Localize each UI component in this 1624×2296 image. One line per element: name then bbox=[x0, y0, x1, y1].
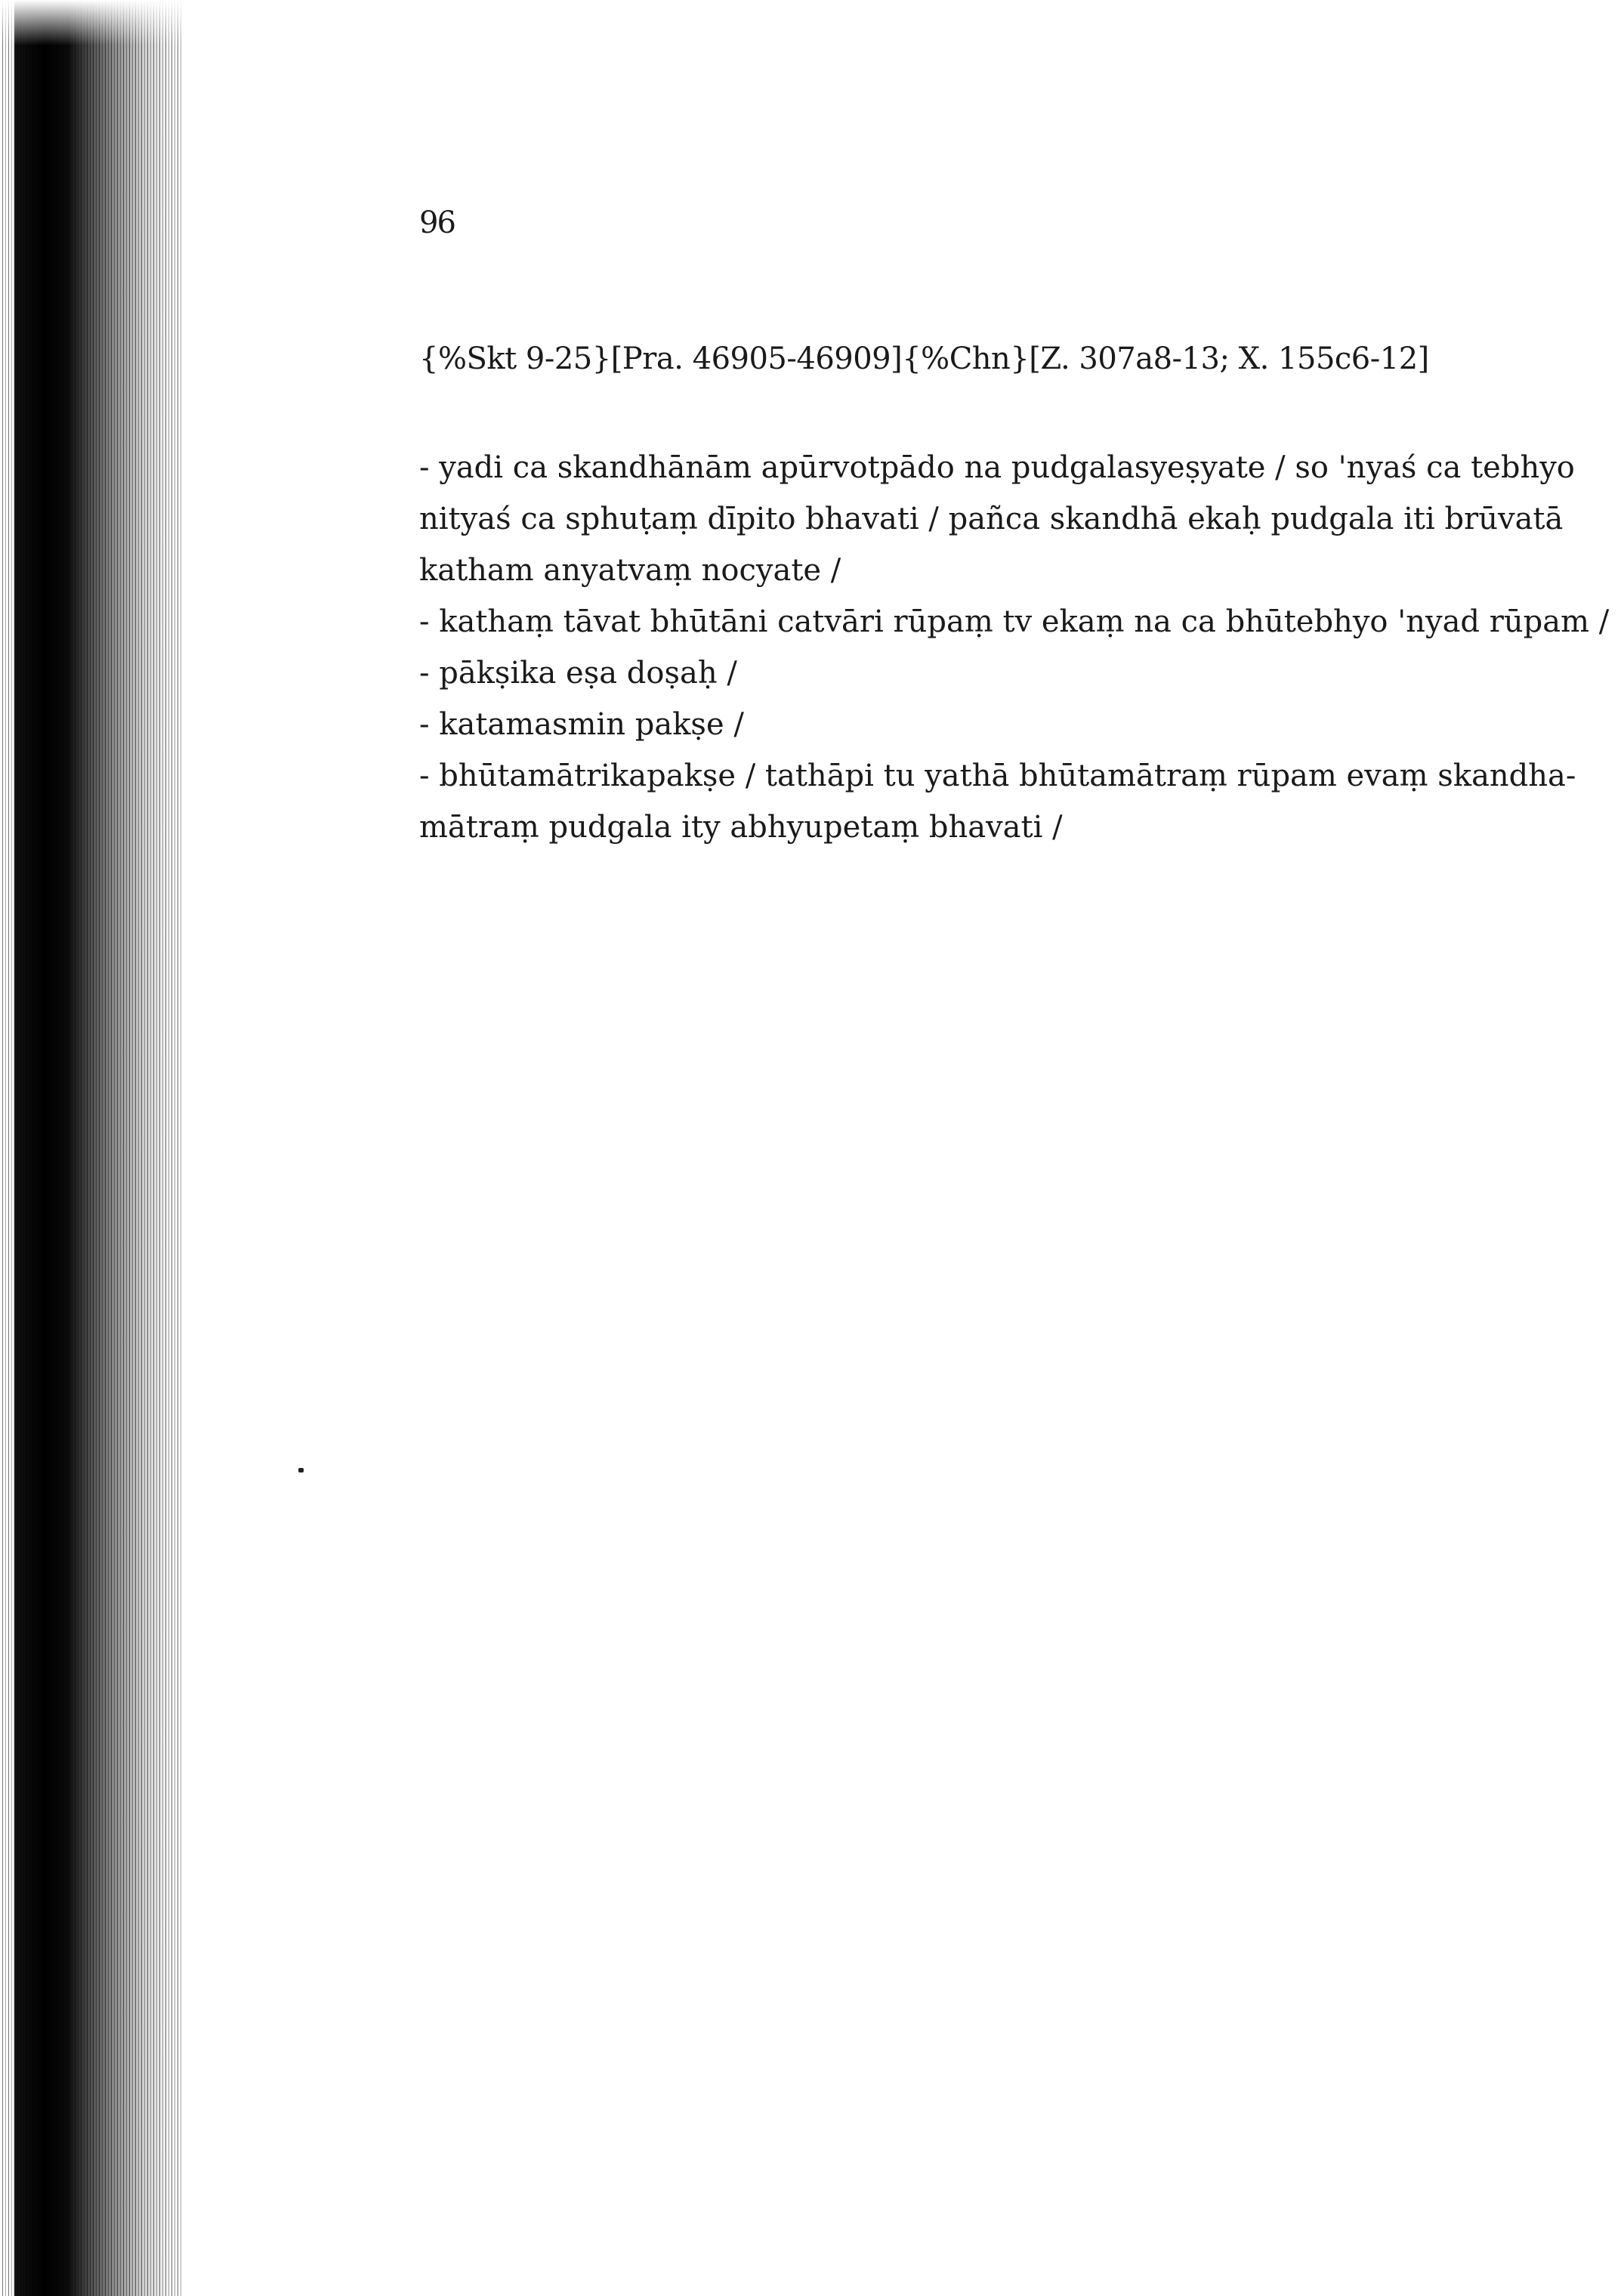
text-line: nityaś ca sphuṭaṃ dīpito bhavati / pañca skandhā ekaḥ pudgala iti brūvatā bbox=[419, 502, 1564, 536]
text-line: - bhūtamātrikapakṣe / tathāpi tu yathā bhūtamātraṃ rūpam evaṃ skandha- bbox=[419, 759, 1576, 793]
sanskrit-text-block bbox=[419, 442, 1610, 853]
scan-spine-shadow bbox=[0, 0, 181, 2296]
page-number: 96 bbox=[419, 205, 455, 240]
source-reference: {%Skt 9-25}[Pra. 46905-46909]{%Chn}[Z. 307a8-13; X. 155c6-12] bbox=[419, 341, 1429, 376]
text-line: - pākṣika eṣa doṣaḥ / bbox=[419, 656, 737, 691]
text-line: katham anyatvaṃ nocyate / bbox=[419, 553, 841, 588]
text-line: - yadi ca skandhānām apūrvotpādo na pudgalasyeṣyate / so 'nyaś ca tebhyo bbox=[419, 450, 1575, 485]
scan-spine-fade bbox=[0, 0, 181, 45]
text-line: mātraṃ pudgala ity abhyupetaṃ bhavati / bbox=[419, 810, 1063, 845]
text-line: - kathaṃ tāvat bhūtāni catvāri rūpaṃ tv ekaṃ na ca bhūtebhyo 'nyad rūpam / bbox=[419, 604, 1610, 639]
scan-speck bbox=[298, 1468, 304, 1472]
text-line: - katamasmin pakṣe / bbox=[419, 707, 744, 742]
